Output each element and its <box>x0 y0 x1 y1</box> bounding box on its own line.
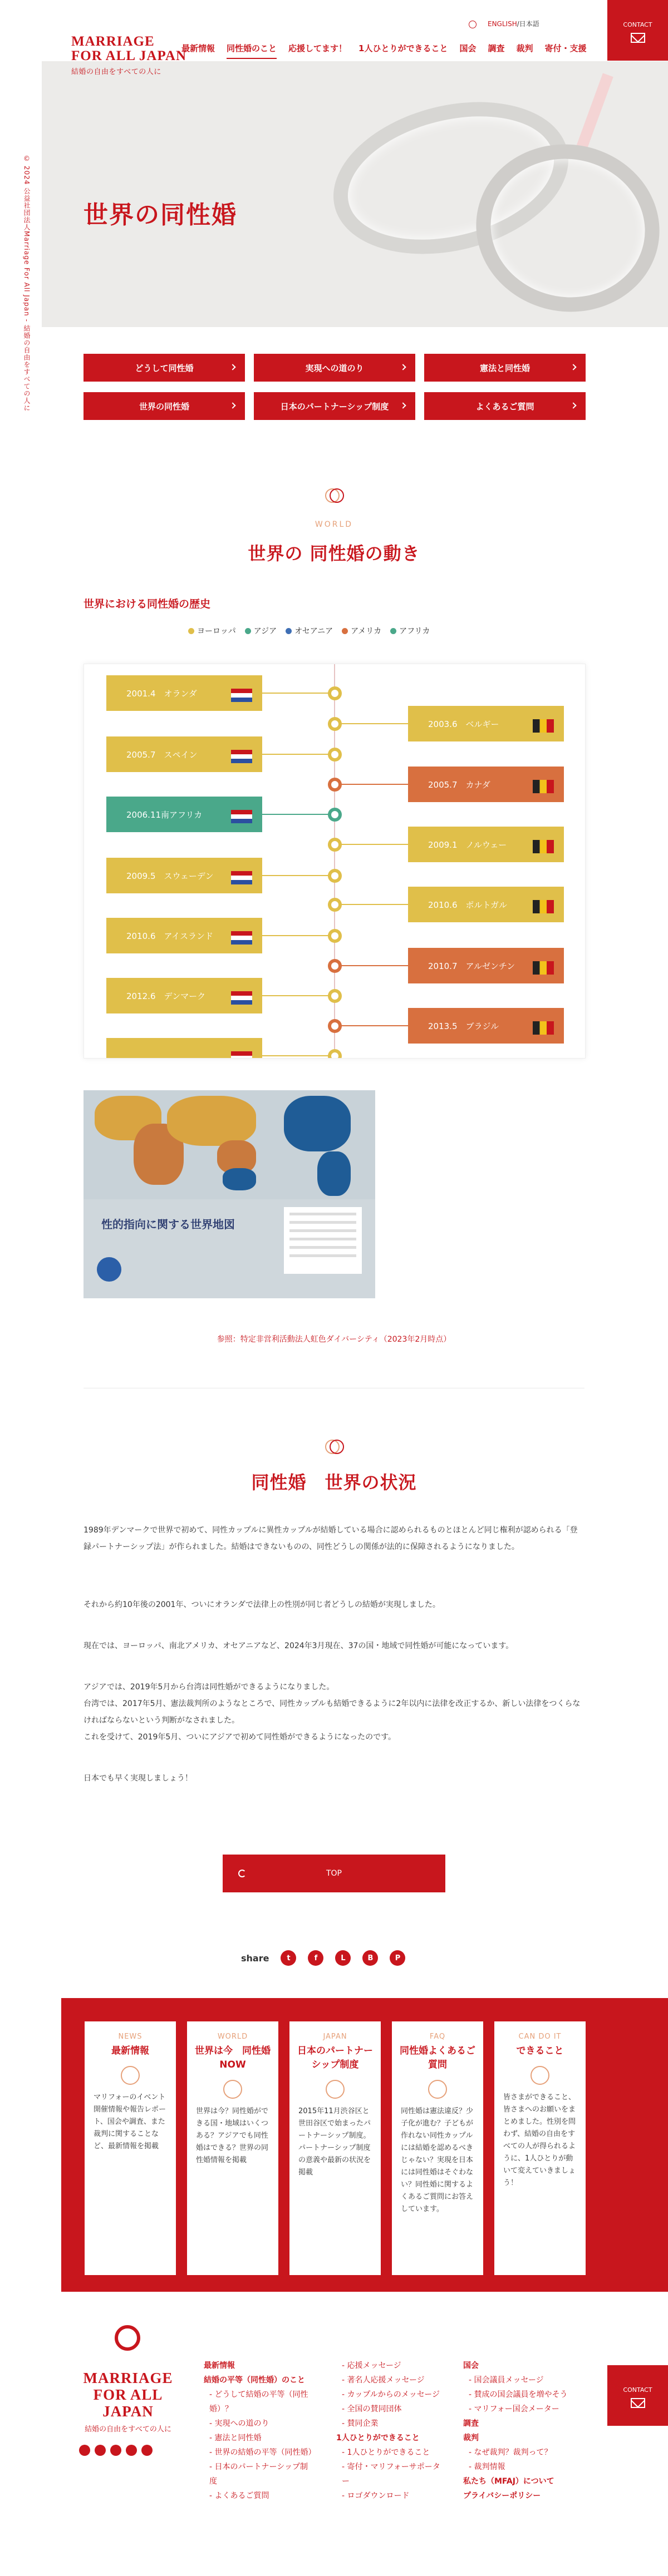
loop-icon <box>238 1870 246 1877</box>
map-legend-box <box>284 1207 362 1274</box>
footer-link[interactable]: - よくあるご質問 <box>209 2491 269 2500</box>
timeline-connector <box>262 995 329 996</box>
card-icon <box>326 2080 345 2099</box>
timeline-connector <box>341 844 408 845</box>
legend-dot <box>390 628 396 634</box>
card-icon <box>223 2080 242 2099</box>
card-text: 世界は今？同性婚ができる国・地域はいくつある？アジアでも同性婚はできる？世界の同性婚情報を掲載 <box>196 2107 269 2164</box>
timeline-entry <box>106 978 262 1013</box>
share-bar <box>241 1950 405 1966</box>
status-paragraph: 日本でも早く実現しましょう！ <box>84 1774 193 1783</box>
card-text: 2015年11月渋谷区と世田谷区で始まったパートナーシップ制度。パートナーシップ制度の意義や最新の状況を掲載 <box>298 2107 371 2177</box>
instagram-icon[interactable] <box>110 2445 121 2456</box>
footer-link[interactable]: - 賛同企業 <box>342 2419 379 2428</box>
timeline-connector <box>262 935 329 936</box>
footer-logo-line1: MARRIAGE <box>83 2370 173 2386</box>
footer-link[interactable]: - カップルからのメッセージ <box>342 2390 440 2399</box>
card-japan[interactable] <box>289 2021 381 2275</box>
lang-separator: / <box>517 20 519 28</box>
timeline-connector <box>262 814 329 815</box>
timeline-dot <box>328 838 342 852</box>
flag-icon <box>533 961 554 975</box>
timeline-dot <box>328 1049 342 1059</box>
footer-emblem-icon <box>115 2325 140 2351</box>
card-can-do[interactable] <box>494 2021 586 2275</box>
legend-dot <box>342 628 348 634</box>
timeline-connector <box>341 965 408 966</box>
org-logo-icon <box>97 1257 121 1282</box>
footer-column <box>204 2359 315 2503</box>
footer-logo[interactable] <box>78 2370 178 2434</box>
flag-icon <box>231 871 252 884</box>
history-timeline[interactable] <box>84 664 586 1059</box>
flag-icon <box>533 719 554 733</box>
rings-icon <box>317 484 351 506</box>
timeline-dot <box>328 778 342 792</box>
timeline-label: 2009.5 スウェーデン <box>126 871 214 881</box>
timeline-connector <box>262 1055 329 1056</box>
site-logo[interactable] <box>71 34 186 76</box>
status-paragraph: アジアでは、2019年5月から台湾は同性婚ができるようになりました。 <box>84 1683 335 1692</box>
legend-label: オセアニア <box>294 627 333 636</box>
card-title: できること <box>516 2045 564 2056</box>
footer-heading-link[interactable]: 国会 <box>463 2361 479 2370</box>
flag-icon <box>533 780 554 793</box>
btn-label: 憲法と同性婚 <box>479 363 530 373</box>
timeline-connector <box>341 1025 408 1026</box>
map-land <box>167 1096 256 1146</box>
flag-icon <box>231 750 252 763</box>
timeline-dot <box>328 1019 342 1033</box>
flag-icon <box>231 1051 252 1059</box>
top-button[interactable] <box>223 1855 445 1892</box>
line-icon[interactable] <box>126 2445 137 2456</box>
flag-icon <box>231 931 252 945</box>
share-label: share <box>241 1952 269 1964</box>
timeline-label: 2012.6 デンマーク <box>126 991 206 1001</box>
envelope-icon <box>631 33 645 43</box>
status-title: 同性婚 世界の状況 <box>251 1472 417 1493</box>
timeline-connector <box>262 754 329 755</box>
timeline-label: 2010.6 アイスランド <box>126 931 213 941</box>
btn-constitution[interactable] <box>424 354 586 382</box>
chevron-right-icon <box>570 364 576 370</box>
footer-link[interactable]: - 全国の賛同団体 <box>342 2405 402 2414</box>
card-title: 最新情報 <box>111 2045 149 2056</box>
timeline-label: 2009.1 ノルウェー <box>428 839 507 850</box>
footer-tagline: 結婚の自由をすべての人に <box>85 2425 171 2434</box>
legend-label: アジア <box>253 627 277 636</box>
timeline-entry <box>106 858 262 893</box>
btn-partnership[interactable] <box>254 392 415 420</box>
site-header <box>0 0 668 76</box>
logo-tagline: 結婚の自由をすべての人に <box>71 67 161 76</box>
card-title: 同性婚よくあるご質問 <box>400 2045 475 2070</box>
footer-column <box>336 2359 442 2503</box>
side-copyright: © 2024 公益社団法人Marriage For All Japan - 結婚の自由をすべての人に <box>23 155 31 412</box>
timeline-entry <box>408 827 564 862</box>
related-links-band <box>61 1998 668 2292</box>
timeline-dot <box>328 748 342 762</box>
top-button-label: TOP <box>326 1869 342 1878</box>
nav-support[interactable]: 応援してます！ <box>288 43 347 53</box>
card-text: マリフォーのイベント開催情報や報告レポート、国会や調査、また裁判に関することなど、最新情報を掲載 <box>94 2093 166 2150</box>
footer-link[interactable]: - 賛成の国会議員を増やそう <box>469 2390 568 2399</box>
btn-label: 世界の同性婚 <box>139 401 189 412</box>
flag-icon <box>533 1021 554 1035</box>
timeline-entry <box>106 1038 262 1059</box>
btn-why-same-sex-marriage[interactable] <box>84 354 245 382</box>
contact-button[interactable] <box>607 0 668 61</box>
contact-label: CONTACT <box>623 2386 652 2394</box>
map-title: 性的指向に関する世界地図 <box>101 1218 235 1231</box>
flag-icon <box>231 689 252 702</box>
timeline-label: 2010.7 アルゼンチン <box>428 961 515 971</box>
timeline-dot <box>328 898 342 912</box>
legend-dot <box>245 628 251 634</box>
timeline-entry <box>408 767 564 802</box>
youtube-icon[interactable] <box>141 2445 153 2456</box>
timeline-dot <box>328 869 342 883</box>
footer-link[interactable]: - 寄付・マリフォーサポーター <box>342 2463 440 2486</box>
footer-link[interactable]: - 著名人応援メッセージ <box>342 2376 425 2385</box>
timeline-entry <box>106 918 262 953</box>
timeline-connector <box>341 723 408 724</box>
language-switcher <box>469 19 539 28</box>
map-land <box>317 1151 351 1196</box>
logo-line2: FOR ALL JAPAN <box>71 48 186 63</box>
btn-label: よくあるご質問 <box>475 401 534 412</box>
site-footer <box>0 2292 668 2576</box>
nav-same-sex-marriage[interactable]: 同性婚のこと <box>227 42 277 59</box>
lang-japanese-link[interactable]: 日本語 <box>519 20 539 28</box>
footer-heading-link[interactable]: 調査 <box>463 2419 479 2428</box>
card-icon <box>428 2080 447 2099</box>
timeline-connector <box>262 693 329 694</box>
card-title: 日本のパートナーシップ制度 <box>297 2045 373 2070</box>
map-land <box>223 1168 256 1190</box>
history-subtitle: 世界における同性婚の歴史 <box>84 598 211 610</box>
timeline-label: 2005.7 カナダ <box>428 779 490 790</box>
footer-contact-button[interactable] <box>607 2365 668 2426</box>
timeline-dot <box>328 989 342 1003</box>
footer-heading-link[interactable]: 裁判 <box>463 2434 479 2442</box>
legend-item <box>286 625 333 636</box>
footer-link[interactable]: - 応援メッセージ <box>342 2361 401 2370</box>
facebook-icon[interactable]: f <box>308 1950 323 1966</box>
footer-link[interactable]: - マリフォー国会メーター <box>469 2405 559 2414</box>
timeline-entry <box>106 736 262 772</box>
timeline-label: 2005.7 スペイン <box>126 749 198 760</box>
footer-heading-link[interactable]: 最新情報 <box>204 2361 235 2370</box>
flag-icon <box>533 840 554 853</box>
footer-column <box>463 2359 574 2503</box>
footer-link[interactable]: - 憲法と同性婚 <box>209 2434 262 2442</box>
section-en-label: WORLD <box>315 520 353 529</box>
footer-link[interactable]: - 裁判情報 <box>469 2463 505 2471</box>
legend-label: アメリカ <box>351 627 382 636</box>
card-en: NEWS <box>118 2033 143 2041</box>
card-world[interactable] <box>187 2021 278 2275</box>
section-nav-buttons <box>84 354 586 420</box>
timeline-connector <box>341 784 408 785</box>
timeline-entry <box>408 1008 564 1044</box>
rings-icon <box>317 1435 351 1457</box>
chevron-right-icon <box>570 402 576 408</box>
footer-link[interactable]: - なぜ裁判？裁判って？ <box>469 2448 552 2457</box>
status-paragraph: 現在では、ヨーロッパ、南北アメリカ、オセアニアなど、2024年3月現在、37の国・地域で同性婚が可能になっています。 <box>84 1641 514 1650</box>
footer-link[interactable]: - ロゴダウンロード <box>342 2491 410 2500</box>
flag-icon <box>533 900 554 913</box>
timeline-entry <box>408 706 564 741</box>
btn-world[interactable] <box>84 392 245 420</box>
card-en: WORLD <box>217 2033 248 2041</box>
world-map-image <box>84 1090 375 1298</box>
facebook-icon[interactable] <box>95 2445 106 2456</box>
btn-label: 実現への道のり <box>305 363 364 373</box>
timeline-connector <box>262 875 329 876</box>
map-reference: 参照：特定非営利活動法人虹色ダイバーシティ（2023年2月時点） <box>217 1335 451 1344</box>
footer-link[interactable]: - 日本のパートナーシップ制度 <box>209 2463 308 2486</box>
status-paragraph: それから約10年後の2001年、ついにオランダで法律上の性別が同じ者どうしの結婚が実現しました。 <box>84 1600 440 1609</box>
chevron-right-icon <box>229 364 235 370</box>
legend-item <box>188 625 236 636</box>
btn-road-to-realization[interactable] <box>254 354 415 382</box>
footer-link[interactable]: - 国会議員メッセージ <box>469 2376 544 2385</box>
chevron-right-icon <box>229 402 235 408</box>
card-text: 同性婚は憲法違反？少子化が進む？子どもが作れない同性カップルには結婚を認めるべきじゃない？実現を日本には同性婚はそぐわない？同性婚に関するよくあるご質問にお答えしています。 <box>401 2107 474 2213</box>
global-nav <box>181 42 598 59</box>
timeline-entry <box>106 675 262 711</box>
card-faq[interactable] <box>392 2021 483 2275</box>
line-icon[interactable]: L <box>335 1950 351 1966</box>
btn-faq[interactable] <box>424 392 586 420</box>
nav-diet[interactable]: 国会 <box>459 43 477 53</box>
footer-heading-link[interactable]: プライバシーポリシー <box>463 2491 541 2500</box>
chevron-right-icon <box>400 402 406 408</box>
timeline-dot <box>328 929 342 943</box>
pinterest-icon[interactable]: P <box>390 1950 405 1966</box>
btn-label: 日本のパートナーシップ制度 <box>280 401 389 412</box>
timeline-dot <box>328 717 342 731</box>
timeline-label: 2001.4 オランダ <box>126 688 197 699</box>
footer-heading-link[interactable]: 私たち（MFAJ）について <box>463 2477 554 2486</box>
status-paragraph: これを受けて、2019年5月、ついにアジアで初めて同性婚ができるようになったのです。 <box>84 1733 396 1742</box>
nav-what-you-can-do[interactable]: 1人ひとりができること <box>358 43 448 53</box>
card-en: CAN DO IT <box>518 2033 562 2041</box>
footer-social <box>79 2445 153 2456</box>
flag-icon <box>231 810 252 823</box>
lang-english-link[interactable]: ENGLISH <box>488 20 517 28</box>
card-news[interactable] <box>85 2021 176 2275</box>
card-title: 世界は今 同性婚 NOW <box>195 2045 280 2070</box>
section-title: 世界の 同性婚の動き <box>248 543 420 564</box>
card-icon <box>121 2066 140 2085</box>
legend-label: アフリカ <box>399 627 430 636</box>
card-icon <box>531 2066 549 2085</box>
contact-label: CONTACT <box>623 21 652 28</box>
legend-dot <box>286 628 292 634</box>
nav-trial[interactable]: 裁判 <box>516 43 533 53</box>
timeline-label: 2006.11南アフリカ <box>126 809 203 820</box>
card-en: FAQ <box>429 2033 446 2041</box>
timeline-entry <box>408 948 564 983</box>
timeline-label: 2010.6 ポルトガル <box>428 899 508 910</box>
logo-line1: MARRIAGE <box>71 34 155 49</box>
globe-icon <box>469 21 477 28</box>
timeline-label: 2013.5 ブラジル <box>428 1021 499 1031</box>
footer-link[interactable]: - 1人ひとりができること <box>342 2448 430 2457</box>
region-legend <box>188 625 430 636</box>
flag-icon <box>231 991 252 1005</box>
legend-item <box>342 625 381 636</box>
legend-label: ヨーロッパ <box>197 627 236 636</box>
footer-heading-link[interactable]: 1人ひとりができること <box>336 2434 420 2442</box>
map-land <box>284 1096 351 1151</box>
nav-news[interactable]: 最新情報 <box>181 43 215 53</box>
footer-logo-line2: FOR ALL JAPAN <box>93 2386 163 2420</box>
chevron-right-icon <box>400 364 406 370</box>
nav-donate[interactable]: 寄付・支援 <box>544 43 587 53</box>
timeline-connector <box>341 904 408 905</box>
btn-label: どうして同性婚 <box>135 363 194 373</box>
hero-banner <box>42 61 668 327</box>
status-paragraph: 台湾では、2017年5月、憲法裁判所のようなところで、同性カップルも結婚できるように2年以内に法律を改正するか、新しい法律をつくらなければならないという判断がなされました。 <box>84 1699 581 1725</box>
timeline-dot <box>328 686 342 700</box>
twitter-icon[interactable] <box>79 2445 90 2456</box>
footer-link[interactable]: - 世界の結婚の平等（同性婚） <box>209 2448 316 2457</box>
footer-link[interactable]: - 実現への道のり <box>209 2419 269 2428</box>
card-text: 皆さまができること、皆さまへのお願いをまとめました。性別を問わず、結婚の自由をすべての人が得られるように、1人ひとりが動いて変えていきましょう！ <box>503 2093 576 2187</box>
timeline-dot <box>328 959 342 973</box>
page-title: 世界の同性婚 <box>84 201 237 229</box>
nav-research[interactable]: 調査 <box>488 43 505 53</box>
card-en: JAPAN <box>323 2033 347 2041</box>
status-paragraph: 1989年デンマークで世界で初めて、同性カップルに異性カップルが結婚している場合に認められるものとほとんど同じ権利が認められる「登録パートナーシップ法」が作られました。結婚はできないものの、同性どうしの関係が法的に保障されるようになりました。 <box>84 1526 578 1551</box>
envelope-icon <box>631 2398 645 2408</box>
timeline-entry <box>408 887 564 922</box>
timeline-label: 2003.6 ベルギー <box>428 719 499 729</box>
legend-dot <box>188 628 194 634</box>
legend-item <box>245 625 277 636</box>
timeline-entry <box>106 797 262 832</box>
twitter-icon[interactable]: t <box>281 1950 296 1966</box>
footer-link[interactable]: - どうして結婚の平等（同性婚）？ <box>209 2390 308 2414</box>
footer-heading-link[interactable]: 結婚の平等（同性婚）のこと <box>204 2376 305 2385</box>
hatena-icon[interactable]: B <box>362 1950 378 1966</box>
legend-item <box>390 625 430 636</box>
timeline-dot <box>328 808 342 822</box>
